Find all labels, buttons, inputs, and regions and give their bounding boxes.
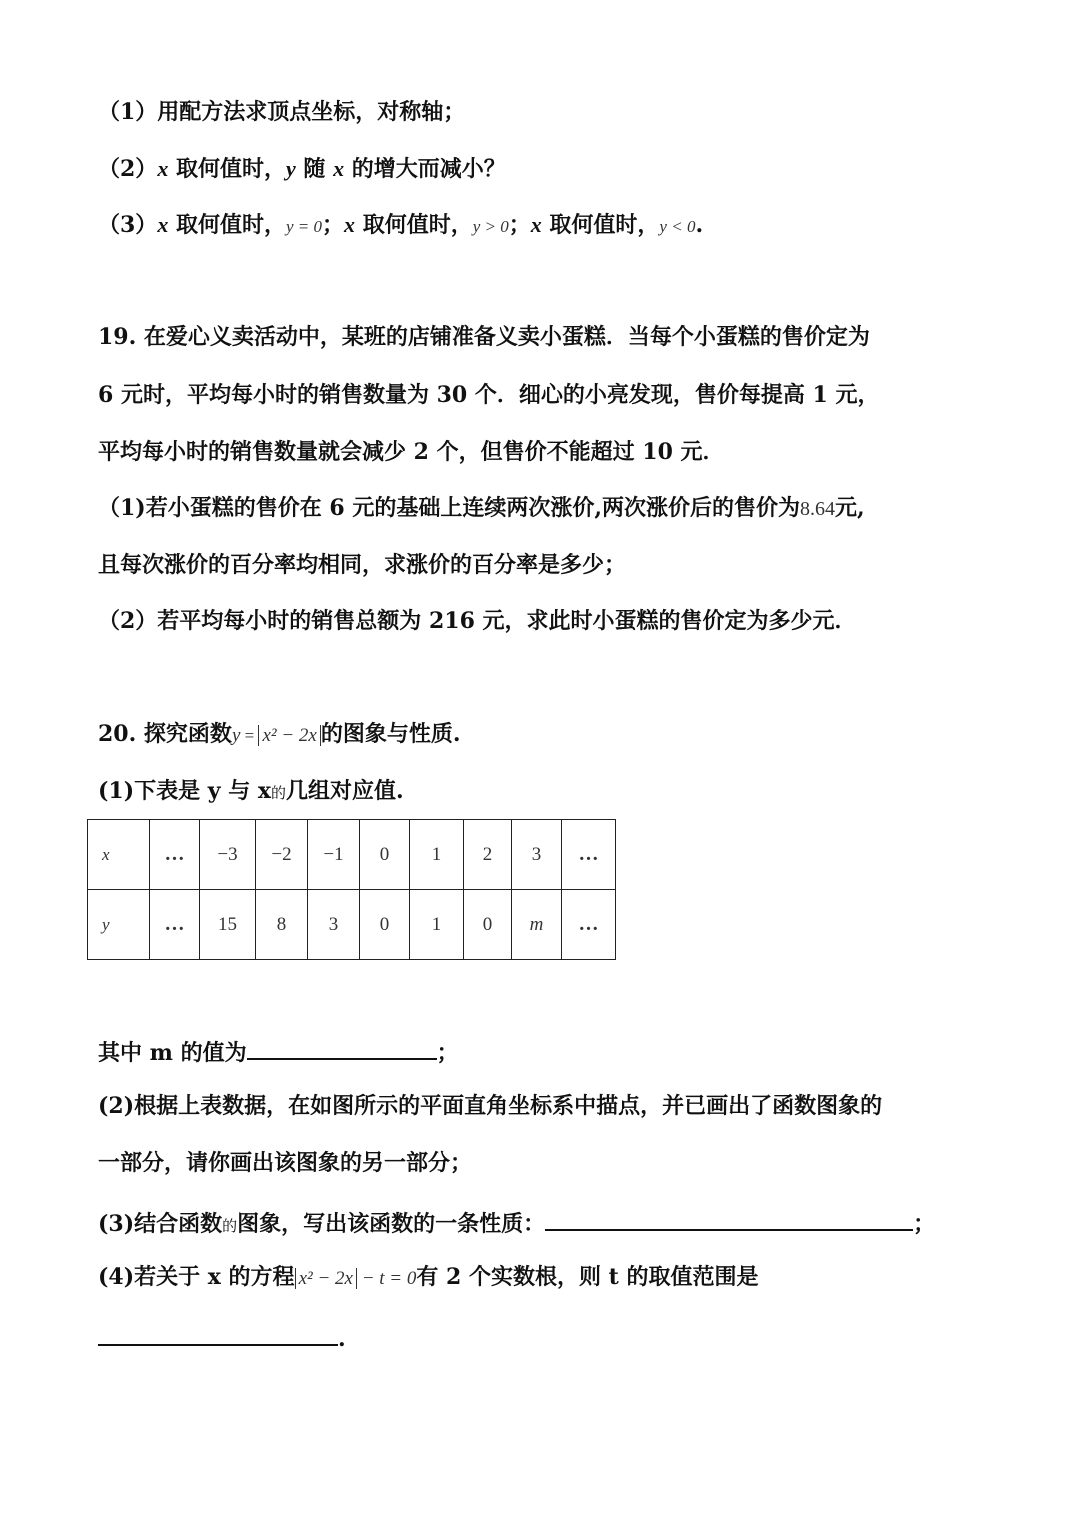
q18-part3-text: 取何值时，: [168, 212, 286, 238]
table-cell: 2: [464, 820, 512, 890]
table-cell: −2: [256, 820, 308, 890]
q20-part1-text2: 几组对应值.: [286, 778, 404, 804]
math-y-eq-0: y = 0: [285, 217, 323, 236]
q20-part3-small: 的: [222, 1217, 238, 1235]
q20-part3-text2: 图象，写出该函数的一条性质：: [237, 1211, 546, 1237]
q20-part4-text: (4)若关于 x 的方程: [98, 1264, 295, 1290]
var-x: x: [530, 212, 542, 237]
q20-part1: [98, 776, 404, 808]
q20-title: [98, 719, 461, 751]
q20-m-line: [98, 1034, 459, 1068]
math-y: y: [231, 725, 241, 746]
q20-m-text: 其中 m 的值为: [98, 1040, 247, 1066]
table-cell: x: [88, 820, 150, 890]
table-cell: 0: [360, 820, 410, 890]
q18-part2-text: 取何值时，: [168, 156, 286, 182]
table-cell: 1: [410, 890, 464, 960]
var-x: x: [344, 212, 356, 237]
table-cell: 1: [410, 820, 464, 890]
q19-price-value: 8.64: [800, 498, 836, 520]
q20-part3-end: ；: [913, 1211, 936, 1237]
table-cell: …: [562, 820, 616, 890]
q20-part2-line1: (2)根据上表数据，在如图所示的平面直角坐标系中描点，并已画出了函数图象的: [98, 1093, 883, 1119]
q20-part4-end: .: [338, 1326, 346, 1352]
math-y-lt-0: y < 0: [659, 217, 696, 236]
answer-blank-m[interactable]: [247, 1034, 437, 1060]
table-cell: 0: [464, 890, 512, 960]
math-abs-expr: x² − 2x: [258, 725, 320, 746]
table-cell: 0: [360, 890, 410, 960]
table-cell: …: [562, 890, 616, 960]
table-cell: …: [150, 890, 200, 960]
q20-title-text: 20. 探究函数: [98, 721, 232, 747]
q19-line1: 19. 在爱心义卖活动中，某班的店铺准备义卖小蛋糕．当每个小蛋糕的售价定为: [98, 324, 870, 350]
q18-part3-text3: 取何值时，: [541, 212, 660, 238]
var-y: y: [285, 156, 296, 181]
q20-part2-line2: 一部分，请你画出该图象的另一部分；: [98, 1150, 473, 1176]
q18-part2-text2: 随: [295, 156, 334, 182]
q20-part3: [98, 1205, 935, 1241]
math-minus-t: − t = 0: [356, 1268, 417, 1289]
math-eq: =: [240, 726, 259, 745]
q18-part3-text2: 取何值时，: [355, 212, 473, 238]
q18-part2: [98, 154, 506, 184]
q18-part3-sep: ；: [322, 212, 345, 238]
table-cell: −1: [308, 820, 360, 890]
q18-part3-sep2: ；: [508, 212, 531, 238]
table-row-y: [88, 890, 616, 960]
table-cell: 3: [512, 820, 562, 890]
table-cell: −3: [200, 820, 256, 890]
answer-blank-t-range[interactable]: [98, 1320, 338, 1346]
q20-part1-small: 的: [271, 784, 287, 802]
q18-part3-prefix: （3）: [98, 212, 158, 238]
table-cell: …: [150, 820, 200, 890]
q19-part1-cont: 且每次涨价的百分率均相同，求涨价的百分率是多少；: [98, 552, 627, 578]
q19-part1: [98, 493, 865, 524]
q20-part4-text2: 有 2 个实数根，则 t 的取值范围是: [416, 1264, 759, 1290]
q20-title-text2: 的图象与性质.: [320, 721, 461, 747]
q20-part4: [98, 1262, 758, 1294]
q19-part1-unit: 元,: [835, 495, 865, 521]
q18-part2-text3: 的增大而减小？: [344, 156, 506, 182]
var-x: x: [157, 212, 169, 237]
table-cell: m: [512, 890, 562, 960]
table-cell: y: [88, 890, 150, 960]
q20-m-end: ；: [436, 1040, 459, 1066]
q19-line2: 6 元时，平均每小时的销售数量为 30 个．细心的小亮发现，售价每提高 1 元，: [98, 382, 880, 408]
math-abs-expr: x² − 2x: [295, 1268, 357, 1289]
q19-part2: （2）若平均每小时的销售总额为 216 元，求此时小蛋糕的售价定为多少元．: [98, 608, 857, 634]
answer-blank-property[interactable]: [545, 1205, 913, 1231]
table-cell: 8: [256, 890, 308, 960]
q19-line3: 平均每小时的销售数量就会减少 2 个，但售价不能超过 10 元．: [98, 439, 725, 465]
q20-part4-answer: [98, 1320, 346, 1354]
table-cell: 15: [200, 890, 256, 960]
q18-part2-prefix: （2）: [98, 156, 158, 182]
var-x: x: [333, 156, 345, 181]
values-table: [87, 819, 616, 960]
q19-part1-text: （1)若小蛋糕的售价在 6 元的基础上连续两次涨价,两次涨价后的售价为: [98, 495, 801, 521]
q20-part1-text: (1)下表是 y 与 x: [98, 778, 272, 804]
math-y-gt-0: y > 0: [472, 217, 509, 236]
q18-part3: [98, 210, 703, 242]
table-cell: 3: [308, 890, 360, 960]
q18-part3-end: .: [695, 212, 704, 238]
q18-part1: （1）用配方法求顶点坐标，对称轴；: [98, 99, 466, 125]
q20-part3-text: (3)结合函数: [98, 1211, 223, 1237]
table-row-x: [88, 820, 616, 890]
var-x: x: [157, 156, 169, 181]
